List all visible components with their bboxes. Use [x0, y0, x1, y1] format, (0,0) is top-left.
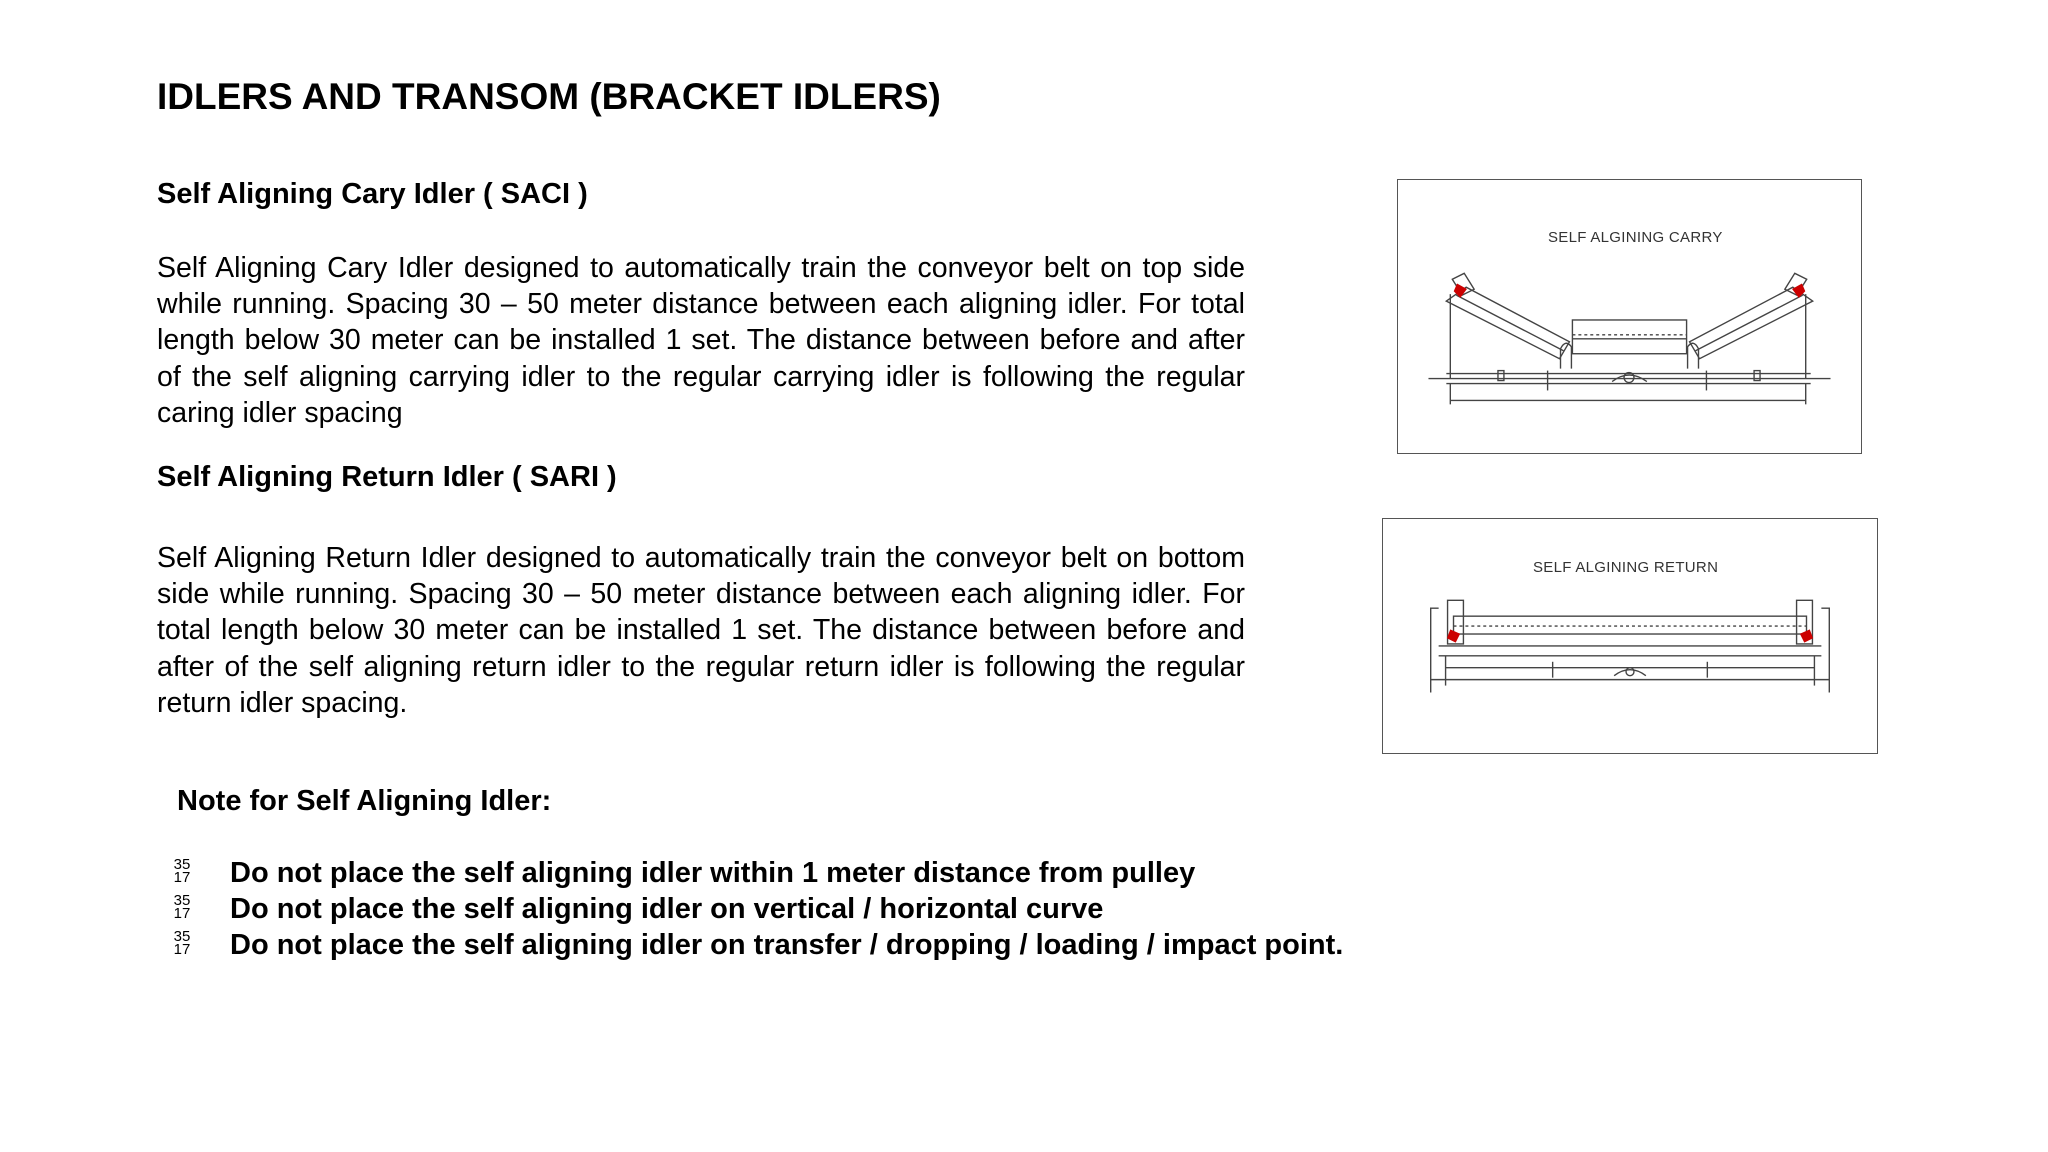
- bullet-marker-top: 35: [173, 856, 191, 873]
- saci-figure: [1397, 179, 1862, 454]
- saci-figure-label: SELF ALGINING CARRY: [1548, 229, 1723, 246]
- note-text: Do not place the self aligning idler within 1 meter distance from pulley: [230, 857, 1196, 889]
- sari-drawing: [1383, 519, 1877, 753]
- page-title: IDLERS AND TRANSOM (BRACKET IDLERS): [157, 76, 941, 117]
- note-heading: Note for Self Aligning Idler:: [177, 785, 552, 817]
- bullet-marker: [172, 930, 192, 956]
- bullet-marker-top: 35: [173, 892, 191, 909]
- saci-drawing: [1398, 180, 1861, 453]
- bullet-marker-bottom: 17: [173, 869, 191, 886]
- bullet-marker-bottom: 17: [173, 941, 191, 958]
- bullet-marker: [172, 894, 192, 920]
- note-text: Do not place the self aligning idler on vertical / horizontal curve: [230, 893, 1104, 925]
- bullet-marker: [172, 858, 192, 884]
- bullet-marker-top: 35: [173, 928, 191, 945]
- note-text: Do not place the self aligning idler on transfer / dropping / loading / impact point.: [230, 929, 1344, 961]
- saci-description: Self Aligning Cary Idler designed to automatically train the conveyor belt on top side while running. Spacing 30 – 50 meter distance between each aligning idler. For total length below 30 meter can be installed 1 set. The distance between before and after of the self aligning carrying idler to the regular carrying idler is following the regular caring idler spacing: [157, 252, 1245, 429]
- sari-figure: [1382, 518, 1878, 754]
- sari-description: Self Aligning Return Idler designed to automatically train the conveyor belt on bottom side while running. Spacing 30 – 50 meter distance between each aligning idler. For total length below 30 meter can be installed 1 set. The distance between before and after of the self aligning return idler to the regular return idler is following the regular return idler spacing.: [157, 542, 1245, 719]
- saci-heading: Self Aligning Cary Idler ( SACI ): [157, 178, 588, 210]
- bullet-marker-bottom: 17: [173, 905, 191, 922]
- sari-figure-label: SELF ALGINING RETURN: [1533, 559, 1719, 576]
- sari-heading: Self Aligning Return Idler ( SARI ): [157, 461, 617, 493]
